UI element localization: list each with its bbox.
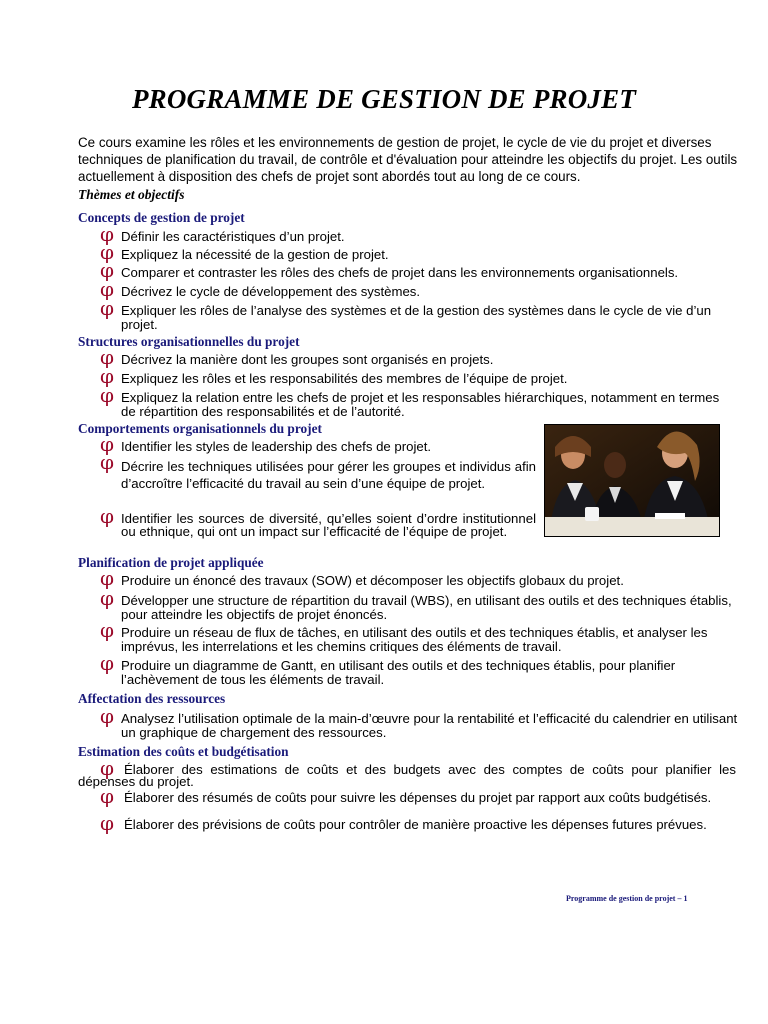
list-item: φ Élaborer des résumés de coûts pour suivre les dépenses du projet par rapport aux coûts budgétisés. — [100, 784, 712, 808]
phi-bullet-icon: φ — [100, 296, 115, 320]
list-item: φ Expliquez la relation entre les chefs de projet et les responsables hiérarchiques, notamment en termes de répartition des responsabilités et de l’autorité. — [100, 383, 720, 419]
phi-bullet-icon: φ — [100, 504, 115, 528]
section-title-comportements: Comportements organisationnels du projet — [78, 421, 322, 436]
list-item: φ Expliquez les rôles et les responsabilités des membres de l’équipe de projet. — [100, 364, 568, 388]
phi-bullet-icon: φ — [100, 811, 115, 835]
page-title: PROGRAMME DE GESTION DE PROJET — [131, 84, 637, 114]
list-item: φ Décrivez le cycle de développement des systèmes. — [100, 277, 421, 301]
phi-bullet-icon: φ — [100, 618, 115, 642]
list-item: φ Expliquer les rôles de l’analyse des systèmes et de la gestion des systèmes dans le cycle de vie d’un projet. — [100, 296, 712, 332]
list-item: φ Définir les caractéristiques d’un projet. — [100, 222, 345, 246]
themes-heading: Thèmes et objectifs — [78, 187, 185, 202]
phi-bullet-icon: φ — [100, 651, 115, 675]
list-item: φ Identifier les sources de diversité, qu’elles soient d’ordre institutionnel ou ethnique, qui ont un impact sur l’efficacité de l’équipe de projet. — [100, 504, 536, 539]
page-footer: Programme de gestion de projet – 1 — [566, 894, 688, 903]
list-item: φ Analysez l’utilisation optimale de la main-d’œuvre pour la rentabilité et l’efficacité du calendrier en utilisant un graphique de chargement des ressources. — [100, 704, 738, 740]
list-item: φ Élaborer des prévisions de coûts pour contrôler de manière proactive les dépenses futures prévues. — [100, 811, 707, 835]
list-item: φ Élaborer des estimations de coûts et des budgets avec des comptes de coûts pour planifier les dépenses du projet. — [78, 756, 736, 789]
phi-bullet-icon: φ — [100, 345, 115, 369]
phi-bullet-icon: φ — [100, 784, 115, 808]
list-item: φ Produire un réseau de flux de tâches, en utilisant des outils et des techniques établis, et analyser les imprévus, les interrelations et les chemins critiques des éléments de travail. — [100, 618, 708, 654]
meeting-photo-illustration — [545, 425, 720, 537]
section-title-structures: Structures organisationnelles du projet — [78, 334, 300, 349]
phi-bullet-icon: φ — [100, 756, 115, 780]
section-title-estimation: Estimation des coûts et budgétisation — [78, 744, 289, 759]
list-item: φ Développer une structure de répartition du travail (WBS), en utilisant des outils et des techniques établis, pour atteindre les objectifs de projet énoncés. — [100, 586, 732, 622]
list-item: φ Décrivez la manière dont les groupes sont organisés en projets. — [100, 345, 494, 369]
intro-paragraph: Ce cours examine les rôles et les environnements de gestion de projet, le cycle de vie du projet et diverses techniques de planification du travail, de contrôle et d'évaluation pour atteindre les objectifs du projet. Les outils actuellement à disposition des chefs de projet sont abordés tout au long de ce cours. — [78, 135, 738, 184]
phi-bullet-icon: φ — [100, 704, 115, 728]
list-item: φ Expliquez la nécessité de la gestion de projet. — [100, 240, 389, 264]
list-item: φ Produire un diagramme de Gantt, en utilisant des outils et des techniques établis, pour planifier l’achèvement de tous les éléments de travail. — [100, 651, 676, 687]
section-title-concepts: Concepts de gestion de projet — [78, 210, 245, 225]
phi-bullet-icon: φ — [100, 258, 115, 282]
phi-bullet-icon: φ — [100, 450, 115, 474]
phi-bullet-icon: φ — [100, 383, 115, 407]
phi-bullet-icon: φ — [100, 240, 115, 264]
list-item: φ Produire un énoncé des travaux (SOW) et décomposer les objectifs globaux du projet. — [100, 566, 624, 590]
phi-bullet-icon: φ — [100, 432, 115, 456]
phi-bullet-icon: φ — [100, 566, 115, 590]
list-item: φ Décrire les techniques utilisées pour gérer les groupes et individus afin d’accroître l’efficacité du travail au sein d’une équipe de projet. — [100, 450, 536, 491]
phi-bullet-icon: φ — [100, 222, 115, 246]
list-item: φ Identifier les styles de leadership des chefs de projet. — [100, 432, 432, 456]
phi-bullet-icon: φ — [100, 364, 115, 388]
phi-bullet-icon: φ — [100, 277, 115, 301]
section-title-affectation: Affectation des ressources — [78, 691, 226, 706]
business-meeting-photo — [544, 424, 720, 537]
phi-bullet-icon: φ — [100, 586, 115, 610]
section-title-planification: Planification de projet appliquée — [78, 555, 264, 570]
list-item: φ Comparer et contraster les rôles des chefs de projet dans les environnements organisationnels. — [100, 258, 679, 282]
